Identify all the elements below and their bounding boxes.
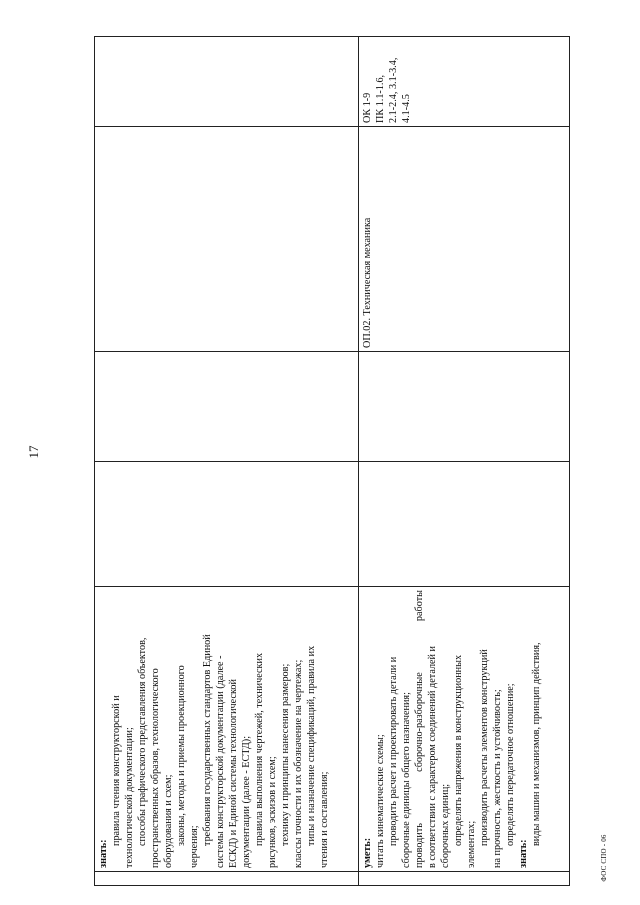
skills-cell bbox=[95, 587, 359, 872]
text-line: черчения; bbox=[189, 825, 200, 868]
text-line: способы графического представления объектов, bbox=[137, 637, 148, 846]
text-line: знать: bbox=[98, 839, 109, 868]
text-line: производить расчеты элементов конструкций bbox=[479, 649, 490, 846]
competence-codes bbox=[361, 40, 413, 123]
text-line: законы, методы и приемы проекционного bbox=[176, 665, 187, 846]
discipline-cell bbox=[359, 127, 570, 352]
text-line: элементах; bbox=[466, 820, 477, 868]
table-row bbox=[359, 37, 570, 886]
text-line: оборудования и схем; bbox=[163, 774, 174, 868]
text-line bbox=[413, 590, 426, 868]
text-line: на прочность, жесткость и устойчивость; bbox=[492, 689, 503, 868]
text-line: виды машин и механизмов, принцип действия, bbox=[531, 642, 542, 846]
text-line: проводить расчет и проектировать детали и bbox=[388, 656, 399, 846]
text-line: определять напряжения в конструкционных bbox=[453, 654, 464, 846]
text-line: классы точности и их обозначение на чертежах; bbox=[293, 659, 304, 868]
text-line: правила чтения конструкторской и bbox=[111, 695, 122, 846]
table-wrapper bbox=[94, 37, 569, 886]
competences-cell bbox=[359, 37, 570, 127]
text-line: типы и назначение спецификаций, правила их bbox=[306, 645, 317, 846]
text-line: в соответствии с характером соединений деталей и bbox=[427, 646, 438, 868]
text-line: определять передаточное отношение; bbox=[505, 683, 516, 846]
text-line: пространственных образов, технологического bbox=[150, 668, 161, 868]
text-line: рисунков, эскизов и схем; bbox=[267, 756, 278, 868]
row-num-cell bbox=[95, 872, 359, 886]
table-row bbox=[95, 37, 359, 886]
text-line: системы конструкторской документации (далее - bbox=[215, 655, 226, 868]
text-line: знать: bbox=[518, 839, 529, 868]
empty-cell bbox=[359, 462, 570, 587]
text-line: документации (далее - ЕСТД); bbox=[241, 735, 252, 868]
word: сборочно-разборочные bbox=[414, 672, 425, 772]
footer-code: ФОС СПО - 06 bbox=[600, 834, 608, 882]
text-line: технологической документации; bbox=[124, 727, 135, 868]
empty-cell bbox=[359, 352, 570, 462]
text-line: чтения и составления; bbox=[319, 771, 330, 868]
text-line: уметь: bbox=[362, 837, 373, 868]
competences-table bbox=[94, 36, 570, 886]
skills-cell bbox=[359, 587, 570, 872]
skills-text bbox=[361, 590, 543, 868]
text-line: требования государственных стандартов Единой bbox=[202, 634, 213, 846]
row-num-cell bbox=[359, 872, 570, 886]
page-number: 17 bbox=[26, 445, 41, 459]
skills-text bbox=[97, 590, 331, 868]
text-line: правила выполнения чертежей, технических bbox=[254, 652, 265, 846]
text-line: сборочные единицы общего назначения; bbox=[401, 692, 412, 868]
competences-cell bbox=[95, 37, 359, 127]
discipline-cell bbox=[95, 127, 359, 352]
competence-line: 2.1-2.4, 3.1-3.4, bbox=[388, 57, 399, 123]
competence-line: ПК 1.1-1.6, bbox=[375, 74, 386, 123]
table-rotated bbox=[94, 37, 569, 886]
text-line: ЕСКД) и Единой системы технологической bbox=[228, 679, 239, 868]
competence-line: ОК 1-9 bbox=[362, 92, 373, 123]
word: проводить bbox=[414, 823, 425, 868]
empty-cell bbox=[95, 352, 359, 462]
text-line: сборочных единиц; bbox=[440, 783, 451, 868]
competence-line: 4.1-4.5 bbox=[401, 94, 412, 123]
discipline-name: ОП.02. Техническая механика bbox=[362, 217, 373, 348]
text-line: читать кинематические схемы; bbox=[375, 734, 386, 868]
empty-cell bbox=[95, 462, 359, 587]
text-line: технику и принципы нанесения размеров; bbox=[280, 663, 291, 846]
word: работы bbox=[414, 590, 425, 622]
